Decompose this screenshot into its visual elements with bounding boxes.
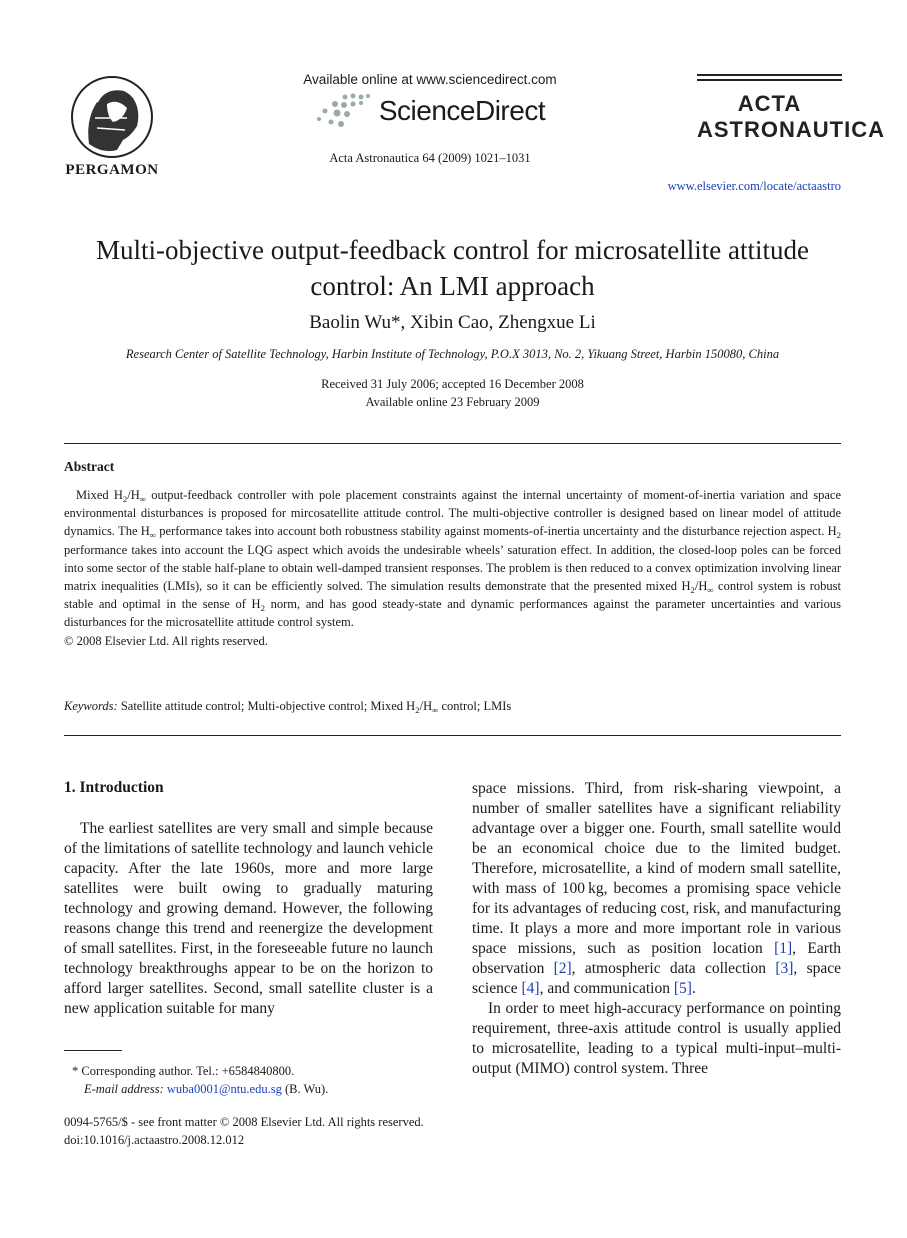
publisher-name: PERGAMON bbox=[65, 162, 159, 178]
keywords-text-a: Satellite attitude control; Multi-objective control; Mixed H bbox=[120, 699, 416, 713]
journal-title-line1: ACTA bbox=[737, 91, 802, 116]
article-title bbox=[64, 232, 841, 304]
center-header bbox=[260, 72, 600, 166]
text-run: , atmospheric data collection bbox=[571, 960, 776, 977]
divider bbox=[64, 735, 841, 736]
abstract-heading: Abstract bbox=[64, 459, 115, 474]
available-date: Available online 23 February 2009 bbox=[365, 395, 540, 409]
journal-logo bbox=[697, 74, 885, 143]
abstract-paragraph: Mixed $H_2/H_\infty$ output-feedback controller with pole placement constraints against the internal uncertainty of moment-of-inertia variation and space environmental disturbances is proposed for mircosatellite attitude control. The multi-objective controller is designed based on linear model of attitude dynamics. The $H_\infty$ performance takes into account both robustness stability against moments-of-inertia uncertainty and the disturbance rejection aspect. $H_2$ performance takes into account the LQG aspect which avoids the undesirable wheels’ saturation effect. In addition, the closed-loop poles can be forced into some sector of the stable half-plane to obtain well-damped transient responses. The problem is then reduced to a convex optimization involving linear matrix inequalities (LMIs), so it can be efficiently solved. The simulation results demonstrate that the presented mixed $H_2/H_\infty$ control system is robust stable and optimal in the sense of $H_2$ norm, and has good steady-state and dynamic performances against the parameter uncertainties and various disturbances for the microsatellite attitude control system. bbox=[64, 488, 842, 630]
available-online-text: Available online at www.sciencedirect.com bbox=[303, 72, 557, 87]
footnote-rule bbox=[64, 1050, 122, 1051]
journal-url-link[interactable]: www.elsevier.com/locate/actaastro bbox=[667, 179, 841, 193]
helmet-icon bbox=[67, 74, 157, 160]
divider bbox=[64, 443, 841, 444]
title-line: control: An LMI approach bbox=[310, 271, 595, 301]
sciencedirect-wordmark: ScienceDirect bbox=[378, 95, 546, 126]
body-column-right bbox=[472, 779, 841, 1079]
abstract-copyright: © 2008 Elsevier Ltd. All rights reserved. bbox=[64, 633, 268, 648]
publisher-logo bbox=[60, 74, 164, 179]
email-label: E-mail address: bbox=[84, 1082, 164, 1096]
journal-rule bbox=[697, 74, 842, 76]
body-paragraph: The earliest satellites are very small and simple because of the limitations of satellite technology and launch vehicle capacity. After the late 1960s, more and more large satellites were built owing to gradually maturing technology and growing demand. However, the following reasons change this trend and reenergize the development of small satellites. First, in the foreseeable future no launch technology breakthroughs appear to be on the horizon to afford larger satellites. Second, small satellite cluster is a new application suitable for many bbox=[64, 820, 433, 1017]
text-run: space missions. Third, from risk-sharing viewpoint, a number of smaller satellites have a significant reliability advantage over a bigger one. Fourth, small satellite would be an economical choice due to the limited budget. Therefore, microsatellite, a kind of modern small satellite, with mass of 100 kg, becomes a promising space vehicle for its advantages of reducing cost, risk, and manufacturing time. It plays a more and more important role in various space missions, such as position location bbox=[472, 780, 841, 957]
keywords: Keywords: Satellite attitude control; Multi-objective control; Mixed $H_2/H_\infty$ control; LMIs bbox=[64, 699, 512, 715]
citation-link[interactable]: [3] bbox=[775, 960, 794, 977]
body-paragraph: In order to meet high-accuracy performance on pointing requirement, three-axis attitude control is usually applied to microsatellite, leading to a typical multi-input–multi-output (MIMO) control system. Three bbox=[472, 1000, 841, 1077]
journal-title-line2: ASTRONAUTICA bbox=[697, 117, 885, 142]
section-heading: 1. Introduction bbox=[64, 779, 164, 796]
email-suffix: (B. Wu). bbox=[281, 1082, 329, 1096]
abstract-text bbox=[64, 486, 841, 650]
front-matter bbox=[64, 1113, 484, 1149]
sciencedirect-dots-icon bbox=[315, 91, 371, 131]
text-run: . bbox=[691, 980, 696, 997]
citation-link[interactable]: [4] bbox=[521, 980, 540, 997]
affiliation: Research Center of Satellite Technology, Harbin Institute of Technology, P.O.X 3013, No. 2, Yikuang Street, Harbin 150080, China bbox=[125, 347, 780, 361]
issn-line: 0094-5765/$ - see front matter © 2008 Elsevier Ltd. All rights reserved. bbox=[64, 1115, 424, 1129]
corresponding-author: * Corresponding author. Tel.: +6584840800. bbox=[72, 1064, 295, 1078]
citation-link[interactable]: [5] bbox=[673, 980, 692, 997]
body-column-left bbox=[64, 819, 433, 1019]
citation-link[interactable]: [1] bbox=[774, 940, 793, 957]
email-link[interactable]: wuba0001@ntu.edu.sg bbox=[166, 1082, 282, 1096]
text-run: , Earth observation bbox=[472, 940, 841, 977]
text-run: , and communication bbox=[539, 980, 674, 997]
author-list: Baolin Wu*, Xibin Cao, Zhengxue Li bbox=[309, 312, 596, 333]
body-paragraph bbox=[472, 779, 841, 999]
keywords-text-b: control; LMIs bbox=[438, 699, 512, 713]
journal-title bbox=[697, 91, 885, 143]
article-dates bbox=[64, 375, 841, 411]
footnote bbox=[64, 1062, 433, 1098]
email-line bbox=[64, 1080, 433, 1098]
sciencedirect-logo bbox=[260, 91, 600, 131]
citation-link[interactable]: [2] bbox=[553, 960, 572, 977]
keywords-label: Keywords: bbox=[64, 699, 118, 713]
received-date: Received 31 July 2006; accepted 16 December 2008 bbox=[321, 377, 584, 391]
title-line: Multi-objective output-feedback control for microsatellite attitude bbox=[95, 235, 809, 265]
text-run: , space science bbox=[472, 960, 841, 997]
journal-citation: Acta Astronautica 64 (2009) 1021–1031 bbox=[329, 151, 531, 165]
doi-line: doi:10.1016/j.actaastro.2008.12.012 bbox=[64, 1133, 245, 1147]
journal-rule bbox=[697, 79, 842, 81]
